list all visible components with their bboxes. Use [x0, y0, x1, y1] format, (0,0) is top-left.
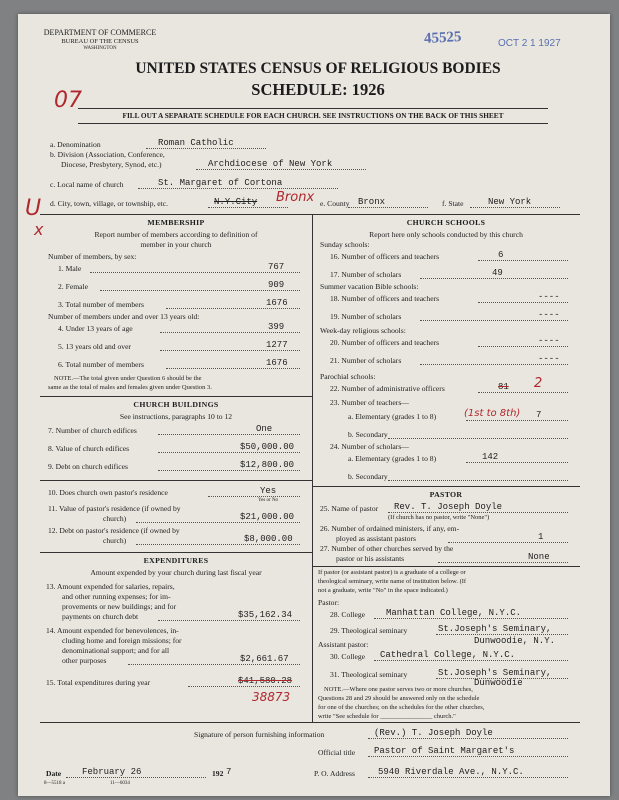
- q22-label: 22. Number of administrative officers: [330, 384, 445, 393]
- q29-label: 29. Theological seminary: [330, 626, 408, 635]
- q5-value: 1277: [266, 340, 288, 350]
- q8-value: $50,000.00: [240, 442, 295, 452]
- q13-label-2: and other running expenses; for im-: [62, 592, 171, 601]
- official-title-label: Official title: [318, 748, 356, 757]
- q22-value: 81: [498, 382, 509, 392]
- church-name-value: St. Margaret of Cortona: [158, 178, 283, 188]
- q1-value: 767: [268, 262, 285, 272]
- pastor-note-2: Questions 28 and 29 should be answered only on the schedule: [318, 695, 480, 702]
- q11-value: $21,000.00: [240, 512, 295, 522]
- address-value: 5940 Riverdale Ave., N.Y.C.: [378, 767, 524, 777]
- q7-value: One: [256, 424, 273, 434]
- date-label: Date: [46, 769, 62, 778]
- q23a-hand-note: (1st to 8th): [464, 408, 521, 419]
- q22-hand-correction: 2: [534, 376, 543, 391]
- q12-label: 12. Debt on pastor's residence (if owned by: [48, 526, 180, 535]
- q21-value: ----: [538, 354, 560, 364]
- division-value: Archdiocese of New York: [208, 159, 333, 169]
- city-label: WASHINGTON: [83, 46, 117, 51]
- graduate-note: If pastor (or assistant pastor) is a graduate of a college or: [318, 569, 466, 576]
- buildings-heading: CHURCH BUILDINGS: [133, 400, 219, 409]
- q25-value: Rev. T. Joseph Doyle: [394, 502, 503, 512]
- q15-value: $41,580.28: [238, 676, 293, 686]
- q12-label-2: church): [103, 536, 127, 545]
- division-label-2: Diocese, Presbytery, Synod, etc.): [61, 160, 162, 169]
- q23-label: 23. Number of teachers—: [330, 398, 409, 407]
- print-number: 11—6034: [110, 781, 130, 786]
- assistant-sub-label: Assistant pastor:: [318, 640, 369, 649]
- q25-label: 25. Name of pastor: [320, 504, 379, 513]
- graduate-note-3: not a graduate, write "No" in the space indicated.): [318, 587, 448, 594]
- q7-label: 7. Number of church edifices: [48, 426, 137, 435]
- q5-label: 5. 13 years old and over: [58, 342, 131, 351]
- q10-hint: Yes or No: [258, 498, 279, 503]
- q31-value-2: Dunwoodie: [474, 678, 523, 688]
- city-hand-correction: Bronx: [276, 190, 315, 205]
- q21-label: 21. Number of scholars: [330, 356, 402, 365]
- county-value: Bronx: [358, 197, 386, 207]
- q27-label: 27. Number of other churches served by the: [320, 544, 454, 553]
- q24b-label: b. Secondary: [348, 472, 388, 481]
- bureau-label: BUREAU OF THE CENSUS: [61, 38, 139, 45]
- q15-label: 15. Total expenditures during year: [46, 678, 151, 687]
- q18-label: 18. Number of officers and teachers: [330, 294, 440, 303]
- q16-label: 16. Number of officers and teachers: [330, 252, 440, 261]
- q9-value: $12,800.00: [240, 460, 295, 470]
- q27-label-2: pastor or his assistants: [336, 554, 405, 563]
- q28-value: Manhattan College, N.Y.C.: [386, 608, 522, 618]
- form-instruction: FILL OUT A SEPARATE SCHEDULE FOR EACH CHURCH. SEE INSTRUCTIONS ON THE BACK OF THIS SHEET: [122, 111, 504, 120]
- pastor-note-4: write "See schedule for ________________ church.": [318, 713, 456, 720]
- q18-value: ----: [538, 292, 560, 302]
- handwritten-code: 07: [54, 88, 82, 113]
- q1-label: 1. Male: [58, 264, 82, 273]
- membership-age-label: Number of members under and over 13 years old:: [48, 312, 200, 321]
- q3-value: 1676: [266, 298, 288, 308]
- q15-hand-correction: 38873: [252, 690, 291, 704]
- handwritten-u: U: [25, 196, 42, 221]
- q14-label-3: denominational support; and for all: [62, 646, 170, 655]
- county-label: e. County: [320, 199, 350, 208]
- q20-value: ----: [538, 336, 560, 346]
- census-schedule-sheet: [18, 14, 610, 796]
- schools-heading: CHURCH SCHOOLS: [406, 218, 486, 227]
- q14-label-2: cluding home and foreign missions; for: [62, 636, 182, 645]
- year-prefix: 192: [212, 769, 224, 778]
- address-label: P. O. Address: [314, 769, 355, 778]
- expenditures-sub: Amount expended by your church during last fiscal year: [90, 568, 262, 577]
- q13-label-3: provements or new buildings; and for: [62, 602, 177, 611]
- q29-value: St.Joseph's Seminary,: [438, 624, 552, 634]
- buildings-sub: See instructions, paragraphs 10 to 12: [119, 412, 233, 421]
- church-name-label: c. Local name of church: [50, 180, 124, 189]
- q11-label: 11. Value of pastor's residence (if owned by: [48, 504, 181, 513]
- membership-note: NOTE.—The total given under Question 6 should be the: [54, 375, 202, 382]
- q4-label: 4. Under 13 years of age: [58, 324, 133, 333]
- dept-label: DEPARTMENT OF COMMERCE: [43, 28, 157, 37]
- weekday-label: Week-day religious schools:: [320, 326, 406, 335]
- schools-intro: Report here only schools conducted by this church: [369, 230, 523, 239]
- received-stamp-date: OCT 2 1 1927: [498, 38, 561, 49]
- q30-value: Cathedral College, N.Y.C.: [380, 650, 516, 660]
- q20-label: 20. Number of officers and teachers: [330, 338, 440, 347]
- official-title-value: Pastor of Saint Margaret's: [374, 746, 515, 756]
- q25-note: (If church has no pastor, write "None"): [388, 514, 490, 521]
- denomination-value: Roman Catholic: [158, 138, 234, 148]
- q17-label: 17. Number of scholars: [330, 270, 402, 279]
- q10-label: 10. Does church own pastor's residence: [48, 488, 168, 497]
- sunday-label: Sunday schools:: [320, 240, 370, 249]
- membership-heading: MEMBERSHIP: [147, 218, 205, 227]
- q19-value: ----: [538, 310, 560, 320]
- expenditures-heading: EXPENDITURES: [143, 556, 209, 565]
- q2-label: 2. Female: [58, 282, 88, 291]
- graduate-note-2: theological seminary, write name of institution below. (If: [318, 578, 467, 585]
- q30-label: 30. College: [330, 652, 366, 661]
- membership-intro: Report number of members according to definition of: [94, 230, 258, 239]
- received-stamp-number: 45525: [423, 29, 462, 47]
- city-value: N.Y.City: [214, 197, 258, 207]
- division-label: b. Division (Association, Conference,: [50, 150, 165, 159]
- q26-label: 26. Number of ordained ministers, if any, em-: [320, 524, 460, 533]
- q8-label: 8. Value of church edifices: [48, 444, 130, 453]
- q14-label: 14. Amount expended for benevolences, in-: [46, 626, 179, 635]
- q23b-label: b. Secondary: [348, 430, 388, 439]
- year-value: 7: [226, 767, 232, 777]
- date-value: February 26: [82, 767, 142, 777]
- q24a-label: a. Elementary (grades 1 to 8): [348, 454, 437, 463]
- pastor-sub-label: Pastor:: [318, 598, 340, 607]
- q19-label: 19. Number of scholars: [330, 312, 402, 321]
- q17-value: 49: [492, 268, 503, 278]
- state-label: f. State: [442, 199, 464, 208]
- q29-value-2: Dunwoodie, N.Y.: [474, 636, 556, 646]
- q4-value: 399: [268, 322, 285, 332]
- summer-label: Summer vacation Bible schools:: [320, 282, 419, 291]
- form-title: UNITED STATES CENSUS OF RELIGIOUS BODIES: [135, 60, 501, 77]
- q24a-value: 142: [482, 452, 499, 462]
- city-field-label: d. City, town, village, or township, etc.: [50, 199, 169, 208]
- pastor-note-3: for one of the churches; on the schedules for the other churches,: [318, 704, 485, 711]
- q31-value: St.Joseph's Seminary,: [438, 668, 552, 678]
- q13-label-4: payments on church debt: [62, 612, 139, 621]
- signature-value: (Rev.) T. Joseph Doyle: [374, 728, 493, 738]
- q13-label: 13. Amount expended for salaries, repairs,: [46, 582, 175, 591]
- denomination-label: a. Denomination: [50, 140, 101, 149]
- membership-sex-label: Number of members, by sex:: [48, 252, 137, 261]
- form-subtitle: SCHEDULE: 1926: [251, 80, 385, 99]
- handwritten-x: x: [34, 220, 44, 239]
- q2-value: 909: [268, 280, 285, 290]
- q26-label-2: ployed as assistant pastors: [336, 534, 416, 543]
- membership-note-2: same as the total of males and females given under Question 3.: [48, 384, 212, 391]
- membership-intro-2: member in your church: [140, 240, 212, 249]
- q3-label: 3. Total number of members: [58, 300, 145, 309]
- q6-label: 6. Total number of members: [58, 360, 145, 369]
- q10-value: Yes: [260, 486, 277, 496]
- q28-label: 28. College: [330, 610, 366, 619]
- pastor-heading: PASTOR: [429, 490, 463, 499]
- q13-value: $35,162.34: [238, 610, 293, 620]
- q9-label: 9. Debt on church edifices: [48, 462, 128, 471]
- q11-label-2: church): [103, 514, 127, 523]
- q14-label-4: other purposes: [62, 656, 107, 665]
- q24-label: 24. Number of scholars—: [330, 442, 409, 451]
- q27-value: None: [528, 552, 550, 562]
- q23a-value: 7: [536, 410, 542, 420]
- q23a-label: a. Elementary (grades 1 to 8): [348, 412, 437, 421]
- form-number: 8—5518 a: [44, 781, 65, 786]
- q31-label: 31. Theological seminary: [330, 670, 408, 679]
- signature-label: Signature of person furnishing information: [194, 730, 325, 739]
- q26-value: 1: [538, 532, 544, 542]
- state-value: New York: [488, 197, 532, 207]
- q6-value: 1676: [266, 358, 288, 368]
- q16-value: 6: [498, 250, 504, 260]
- q12-value: $8,000.00: [244, 534, 293, 544]
- parochial-label: Parochial schools:: [320, 372, 376, 381]
- pastor-note: NOTE.—Where one pastor serves two or more churches,: [324, 686, 473, 693]
- q14-value: $2,661.67: [240, 654, 289, 664]
